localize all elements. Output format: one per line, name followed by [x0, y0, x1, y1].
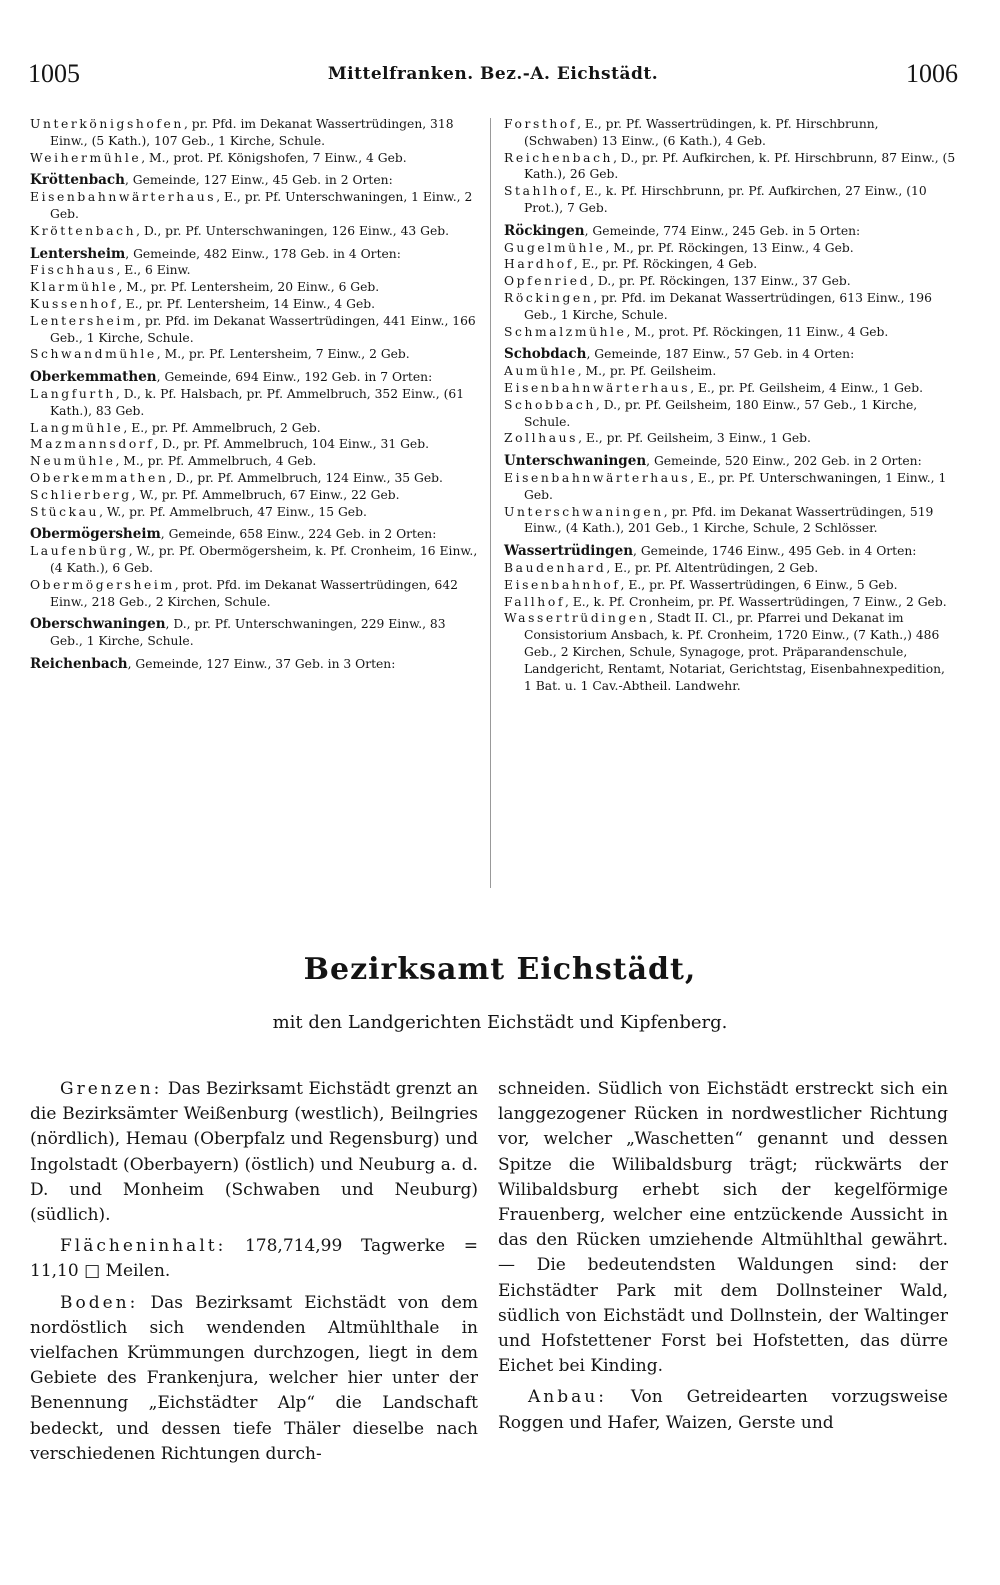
place-name: Gugelmühle [504, 240, 606, 255]
section-subtitle: mit den Landgerichten Eichstädt und Kipfenberg. [272, 1012, 728, 1033]
place-entry [504, 380, 956, 397]
entry-text: , E., pr. Pf. Altentrüdingen, 2 Geb. [606, 560, 819, 575]
entry-text: , Gemeinde, 187 Einw., 57 Geb. in 4 Orten: [586, 347, 855, 362]
place-name: Hardhof [504, 257, 574, 272]
place-name: Klarmühle [30, 280, 119, 295]
paragraph-text: Das Bezirksamt Eichstädt von dem nordöstlich sich wendenden Altmühlthale in vielfachen Krümmungen durchzogen, liegt in dem Gebiete des Frankenjura, welcher hier unter der Benennung „Eichstädter Alp“ die Landschaft bedeckt, und dessen tiefe Thäler dieselbe nach verschiedenen Richtungen durch- [30, 1292, 478, 1464]
place-name: Neumühle [30, 454, 116, 469]
place-entry [504, 116, 956, 150]
place-name: Lentersheim [30, 313, 138, 328]
entry-text: , W., pr. Pf. Ammelbruch, 67 Einw., 22 Geb. [131, 487, 400, 502]
entry-text: , D., pr. Pf. Geilsheim, 180 Einw., 57 Geb., 1 Kirche, Schule. [524, 397, 918, 429]
place-name: Unterkönigshofen [30, 117, 184, 131]
paragraph-text: Das Bezirksamt Eichstädt grenzt an die Bezirksämter Weißenburg (westlich), Beilngries (nördlich), Hemau (Oberpfalz und Regensburg) und Ingolstadt (Oberbayern) (östlich) und Neuburg a. d. D. und Monheim (Schwaben und Neuburg) (südlich). [30, 1079, 478, 1226]
gemeinde-entry [30, 656, 478, 673]
gemeinde-entry [30, 172, 478, 189]
paragraph-text: schneiden. Südlich von Eichstädt erstreckt sich ein langgezogener Rücken in nordwestlicher Richtung vor, welcher „Waschetten“ genannt und dessen Spitze die Wilibaldsburg trägt; rückwärts der Wilibaldsburg erhebt sich der kegelförmige Frauenberg, welcher eine entzückende Aussicht in das den Rücken umziehende Altmühlthal gewährt. — Die bedeutendsten Waldungen sind: der Eichstädter Park mit dem Dollnsteiner Wald, südlich von Eichstädt und Dollnstein, der Waltinger und Hofstettener Forst bei Hofstetten, das dürre Eichet bei Kinding. [498, 1079, 948, 1377]
gemeinde-entry [30, 369, 478, 386]
place-entry [30, 436, 478, 453]
entry-text: , M., prot. Pf. Röckingen, 11 Einw., 4 Geb. [626, 324, 889, 339]
entry-text: , E., pr. Pf. Geilsheim, 3 Einw., 1 Geb. [578, 431, 811, 446]
paragraph-lead: Flächeninhalt: [60, 1236, 227, 1257]
gemeinde-name: Wassertrüdingen [504, 543, 634, 560]
entry-text: , E., pr. Pf. Lentersheim, 14 Einw., 4 Geb. [117, 296, 376, 311]
body-column-left [30, 1077, 478, 1467]
entry-text: , W., pr. Pf. Ammelbruch, 47 Einw., 15 Geb. [99, 504, 367, 519]
place-entry [30, 150, 478, 167]
place-name: Röckingen [504, 290, 594, 305]
place-name: Aumühle [504, 364, 578, 379]
place-entry [504, 470, 956, 504]
entry-text: , M., pr. Pf. Röckingen, 13 Einw., 4 Geb. [605, 240, 854, 255]
place-name: Opfenried [504, 274, 591, 289]
page-header [28, 54, 958, 94]
place-name: Kröttenbach [30, 223, 137, 238]
entry-text: , M., pr. Pf. Lentersheim, 20 Einw., 6 Geb. [118, 280, 380, 295]
place-entry [30, 577, 478, 611]
entry-text: , E., pr. Pf. Geilsheim, 4 Einw., 1 Geb. [690, 380, 923, 395]
paragraph-lead: Boden: [60, 1292, 139, 1313]
place-entry [30, 262, 478, 279]
entry-text: , D., pr. Pf. Unterschwaningen, 126 Einw., 43 Geb. [136, 223, 450, 238]
place-name: Baudenhard [504, 560, 607, 575]
place-entry [30, 223, 478, 240]
entry-text: , D., pr. Pf. Aufkirchen, k. Pf. Hirschbrunn, 87 Einw., (5 Kath.), 26 Geb. [524, 150, 956, 182]
place-name: Reichenbach [504, 150, 614, 165]
place-entry [30, 386, 478, 420]
place-entry [30, 504, 478, 521]
place-name: Stahlhof [504, 184, 578, 199]
entry-text: , Gemeinde, 482 Einw., 178 Geb. in 4 Orten: [125, 246, 401, 261]
entry-text: , W., pr. Pf. Obermögersheim, k. Pf. Cronheim, 16 Einw., (4 Kath.), 6 Geb. [50, 544, 478, 575]
place-name: Zollhaus [504, 431, 579, 446]
place-entry [30, 116, 478, 150]
column-divider [490, 118, 491, 888]
place-entry [504, 577, 956, 594]
entry-text: , D., pr. Pf. Ammelbruch, 104 Einw., 31 Geb. [154, 437, 429, 452]
place-entry [504, 397, 956, 431]
body-paragraph [30, 1291, 478, 1467]
place-name: Laufenbürg [30, 544, 129, 559]
place-entry [30, 487, 478, 504]
gemeinde-name: Lentersheim [30, 245, 126, 262]
entry-text: , prot. Pfd. im Dekanat Wassertrüdingen, 642 Einw., 218 Geb., 2 Kirchen, Schule. [50, 577, 458, 609]
entry-text: , E., 6 Einw. [116, 263, 191, 278]
place-entry [504, 150, 956, 184]
gemeinde-name: Oberschwaningen [30, 616, 166, 633]
gemeinde-entry [504, 543, 956, 560]
place-name: Schlierberg [30, 487, 132, 502]
page-number-right: 1006 [905, 59, 958, 88]
entry-text: , M., pr. Pf. Geilsheim. [577, 364, 717, 379]
entry-text: , M., prot. Pf. Königshofen, 7 Einw., 4 Geb. [141, 150, 407, 165]
gemeinde-name: Röckingen [504, 222, 585, 239]
gemeinde-name: Schobdach [504, 346, 587, 363]
place-name: Langfurth [30, 386, 116, 401]
paragraph-lead: Grenzen: [60, 1079, 163, 1099]
body-paragraph [498, 1385, 948, 1435]
entry-text: , Gemeinde, 127 Einw., 45 Geb. in 2 Orten: [124, 173, 393, 188]
place-entry [504, 273, 956, 290]
place-entry [504, 256, 956, 273]
paragraph-text: 178,714,99 Tagwerke = 11,10 □ Meilen. [30, 1236, 478, 1282]
place-name: Weihermühle [30, 150, 142, 165]
entry-text: , E., k. Pf. Cronheim, pr. Pf. Wassertrüdingen, 7 Einw., 2 Geb. [564, 594, 947, 609]
place-name: Eisenbahnwärterhaus [504, 470, 691, 485]
entry-text: , pr. Pfd. im Dekanat Wassertrüdingen, 318 Einw., (5 Kath.), 107 Geb., 1 Kirche, Schule. [50, 117, 454, 148]
entry-text: , E., k. Pf. Hirschbrunn, pr. Pf. Aufkirchen, 27 Einw., (10 Prot.), 7 Geb. [524, 184, 927, 215]
entry-text: , Gemeinde, 520 Einw., 202 Geb. in 2 Orten: [646, 454, 922, 469]
place-entry [30, 189, 478, 223]
place-entry [504, 363, 956, 380]
entry-text: , D., pr. Pf. Unterschwaningen, 229 Einw., 83 Geb., 1 Kirche, Schule. [50, 617, 446, 649]
place-entry [30, 470, 478, 487]
body-paragraph [30, 1234, 478, 1284]
place-name: Stückau [30, 504, 100, 519]
gemeinde-name: Unterschwaningen [504, 453, 647, 470]
paragraph-text: Von Getreidearten vorzugsweise Roggen und Hafer, Waizen, Gerste und [498, 1387, 948, 1433]
place-entry [504, 183, 956, 217]
place-entry [504, 594, 956, 611]
section-title: Bezirksamt Eichstädt, [303, 952, 697, 987]
place-entry [30, 279, 478, 296]
place-entry [30, 313, 478, 347]
entry-text: , E., pr. Pf. Unterschwaningen, 1 Einw., 1 Geb. [524, 470, 947, 502]
entry-text: , M., pr. Pf. Lentersheim, 7 Einw., 2 Geb. [156, 347, 410, 362]
place-name: Schwandmühle [30, 347, 157, 362]
place-entry [30, 543, 478, 577]
gazetteer-column-right [504, 116, 956, 694]
place-entry [504, 430, 956, 447]
place-entry [504, 610, 956, 694]
place-name: Schobbach [504, 397, 596, 412]
entry-text: , Gemeinde, 658 Einw., 224 Geb. in 2 Orten: [160, 527, 437, 542]
paragraph-lead: Anbau: [528, 1387, 607, 1408]
entry-text: , E., pr. Pf. Wassertrüdingen, 6 Einw., 5 Geb. [620, 577, 898, 592]
place-entry [504, 240, 956, 257]
place-name: Eisenbahnwärterhaus [504, 380, 691, 395]
place-entry [504, 504, 956, 538]
place-entry [30, 420, 478, 437]
entry-text: , E., pr. Pf. Unterschwaningen, 1 Einw., 2 Geb. [50, 190, 473, 221]
entry-text: , pr. Pfd. im Dekanat Wassertrüdingen, 519 Einw., (4 Kath.), 201 Geb., 1 Kirche, Schule, 2 Schlösser. [524, 504, 934, 536]
entry-text: , Gemeinde, 1746 Einw., 495 Geb. in 4 Orten: [633, 544, 917, 559]
place-entry [30, 346, 478, 363]
gemeinde-entry [30, 246, 478, 263]
place-name: Oberkemmathen [30, 470, 169, 485]
entry-text: , Stadt II. Cl., pr. Pfarrei und Dekanat im Consistorium Ansbach, k. Pf. Cronheim, 1720 Einw., (7 Kath.,) 486 Geb., 2 Kirchen, Schule, Synagoge, prot. Präparandenschule, Landgericht, Rentamt, Notariat, Gerichtstag, Eisenbahnexpedition, 1 Bat. u. 1 Cav.-Abtheil. Landwehr. [524, 611, 945, 693]
entry-text: , Gemeinde, 694 Einw., 192 Geb. in 7 Orten: [156, 370, 433, 385]
place-entry [504, 290, 956, 324]
gemeinde-name: Oberkemmathen [30, 369, 157, 386]
entry-text: , Gemeinde, 127 Einw., 37 Geb. in 3 Orten: [127, 656, 396, 671]
gemeinde-entry [30, 526, 478, 543]
page-number-left: 1005 [28, 59, 80, 88]
place-name: Mazmannsdorf [30, 437, 155, 452]
gemeinde-entry [504, 453, 956, 470]
gazetteer-column-left [30, 116, 478, 673]
place-name: Unterschwaningen [504, 504, 664, 519]
place-name: Eisenbahnhof [504, 577, 621, 592]
place-entry [30, 296, 478, 313]
place-name: Eisenbahnwärterhaus [30, 190, 217, 205]
gemeinde-entry [504, 223, 956, 240]
entry-text: , D., k. Pf. Halsbach, pr. Pf. Ammelbruch, 352 Einw., (61 Kath.), 83 Geb. [50, 386, 465, 418]
place-name: Obermögersheim [30, 577, 175, 592]
entry-text: , E., pr. Pf. Wassertrüdingen, k. Pf. Hirschbrunn, (Schwaben) 13 Einw., (6 Kath.), 4 Geb. [524, 117, 879, 148]
place-name: Kussenhof [30, 296, 118, 311]
gemeinde-name: Kröttenbach [30, 172, 125, 189]
gemeinde-name: Obermögersheim [30, 526, 161, 543]
place-entry [30, 453, 478, 470]
place-entry [504, 324, 956, 341]
entry-text: , E., pr. Pf. Röckingen, 4 Geb. [573, 257, 758, 272]
body-column-right [498, 1077, 948, 1436]
place-name: Fallhof [504, 594, 565, 609]
gemeinde-entry [504, 346, 956, 363]
place-name: Langmühle [30, 420, 124, 435]
body-paragraph [498, 1077, 948, 1379]
place-entry [504, 560, 956, 577]
place-name: Fischhaus [30, 263, 117, 278]
entry-text: , pr. Pfd. im Dekanat Wassertrüdingen, 613 Einw., 196 Geb., 1 Kirche, Schule. [524, 290, 932, 322]
place-name: Schmalzmühle [504, 324, 627, 339]
entry-text: , D., pr. Pf. Ammelbruch, 124 Einw., 35 Geb. [168, 470, 443, 485]
place-name: Forsthof [504, 117, 578, 131]
entry-text: , M., pr. Pf. Ammelbruch, 4 Geb. [115, 454, 317, 469]
gemeinde-entry [30, 616, 478, 650]
entry-text: , D., pr. Pf. Röckingen, 137 Einw., 37 Geb. [590, 274, 851, 289]
gemeinde-name: Reichenbach [30, 655, 128, 672]
place-name: Wassertrüdingen [504, 611, 650, 626]
entry-text: , pr. Pfd. im Dekanat Wassertrüdingen, 441 Einw., 166 Geb., 1 Kirche, Schule. [50, 313, 476, 345]
body-paragraph [30, 1077, 478, 1228]
entry-text: , E., pr. Pf. Ammelbruch, 2 Geb. [123, 420, 321, 435]
entry-text: , Gemeinde, 774 Einw., 245 Geb. in 5 Orten: [584, 223, 861, 238]
running-title: Mittelfranken. Bez.-A. Eichstädt. [327, 64, 659, 84]
